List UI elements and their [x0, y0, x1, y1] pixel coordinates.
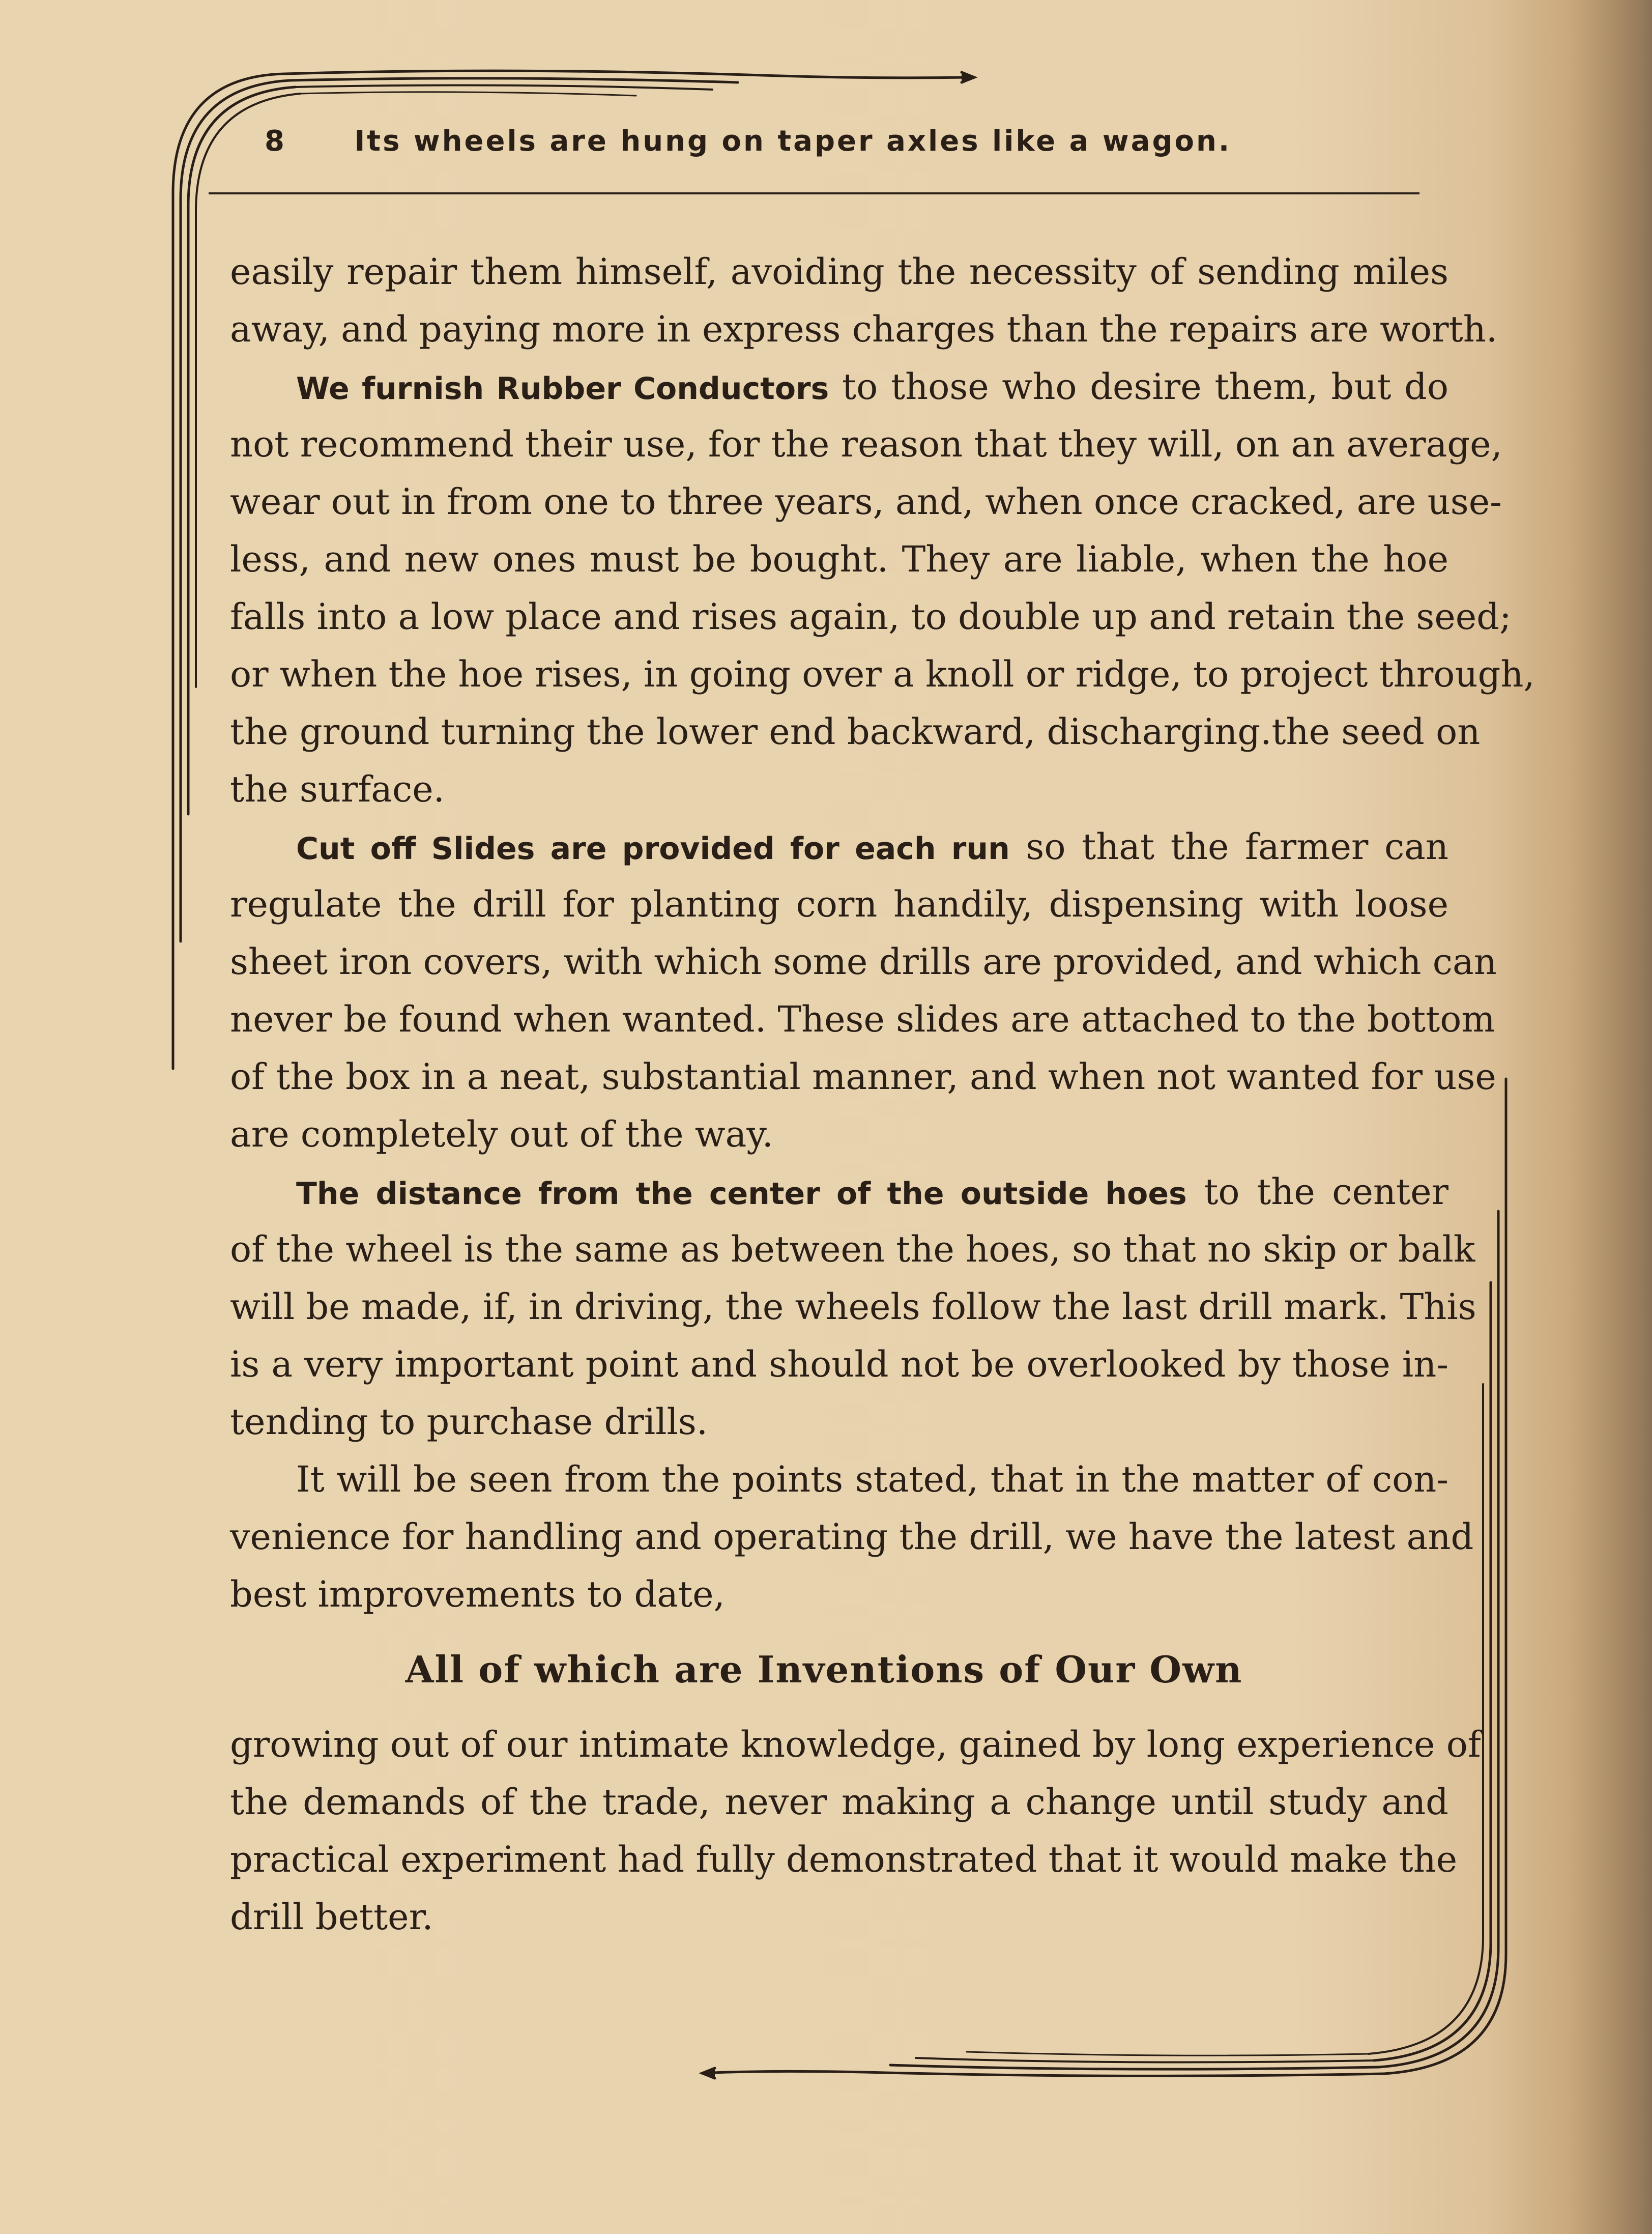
text-line: The distance from the center of the outside hoes to the center [296, 1171, 1448, 1213]
paragraph-rubber-conductors [230, 358, 1535, 818]
text-line: the ground turning the lower end backward, discharging.the seed on [230, 711, 1481, 753]
paragraph-lead: We furnish Rubber Conductors [296, 371, 829, 407]
text-line: wear out in from one to three years, and, when once cracked, are use- [230, 481, 1502, 523]
text-line: venience for handling and operating the drill, we have the latest and [230, 1516, 1474, 1558]
text-line: less, and new ones must be bought. They are liable, when the hoe [230, 538, 1448, 580]
paragraph-hoe-distance [230, 1163, 1476, 1451]
text-line: the surface. [230, 768, 445, 810]
body-text [230, 243, 1535, 1946]
text-line: tending to purchase drills. [230, 1401, 708, 1443]
paragraph-continued [230, 243, 1498, 358]
text-line: sheet iron covers, with which some drills are provided, and which can [230, 941, 1497, 983]
text-line: We furnish Rubber Conductors to those who desire them, but do [296, 366, 1448, 408]
text-line: easily repair them himself, avoiding the necessity of sending miles [230, 251, 1448, 293]
header-rule [209, 192, 1419, 194]
text-line: is a very important point and should not be overlooked by those in- [230, 1343, 1448, 1385]
section-subheading: All of which are Inventions of Our Own [405, 1648, 1243, 1691]
text-line: of the box in a neat, substantial manner, and when not wanted for use [230, 1056, 1496, 1098]
page-number: 8 [265, 125, 286, 158]
top-right-arrowhead [962, 72, 974, 82]
text-line: are completely out of the way. [230, 1113, 773, 1155]
text-line: growing out of our intimate knowledge, gained by long experience of [230, 1724, 1481, 1765]
text-line: drill better. [230, 1896, 433, 1938]
text-line: regulate the drill for planting corn handily, dispensing with loose [230, 883, 1448, 925]
text-line: practical experiment had fully demonstrated that it would make the [230, 1839, 1458, 1880]
paragraph-cut-off-slides [230, 818, 1497, 1163]
paragraph-lead: The distance from the center of the outside hoes [296, 1176, 1187, 1212]
paragraph-improvements [230, 1451, 1474, 1623]
paragraph-closing [230, 1716, 1481, 1946]
text-line: not recommend their use, for the reason that they will, on an average, [230, 423, 1502, 465]
text-line: Cut off Slides are provided for each run so that the farmer can [296, 826, 1448, 868]
bottom-ornamental-rules [702, 2071, 1384, 2076]
paragraph-lead: Cut off Slides are provided for each run [296, 831, 1010, 867]
text-line: or when the hoe rises, in going over a knoll or ridge, to project through, [230, 653, 1535, 695]
text-line: away, and paying more in express charges than the repairs are worth. [230, 308, 1498, 350]
text-line: will be made, if, in driving, the wheels follow the last drill mark. This [230, 1286, 1476, 1328]
text-line: of the wheel is the same as between the hoes, so that no skip or balk [230, 1228, 1475, 1270]
top-ornamental-rules [285, 71, 972, 78]
text-line: falls into a low place and rises again, to double up and retain the seed; [230, 596, 1512, 638]
text-line: It will be seen from the points stated, that in the matter of con- [296, 1458, 1448, 1500]
text-line: the demands of the trade, never making a change until study and [230, 1781, 1448, 1823]
running-head-title: Its wheels are hung on taper axles like a wagon. [354, 125, 1232, 158]
running-header [265, 125, 1231, 158]
text-line: never be found when wanted. These slides are attached to the bottom [230, 998, 1495, 1040]
bottom-left-arrowhead [702, 2068, 715, 2078]
text-line: best improvements to date, [230, 1573, 725, 1615]
